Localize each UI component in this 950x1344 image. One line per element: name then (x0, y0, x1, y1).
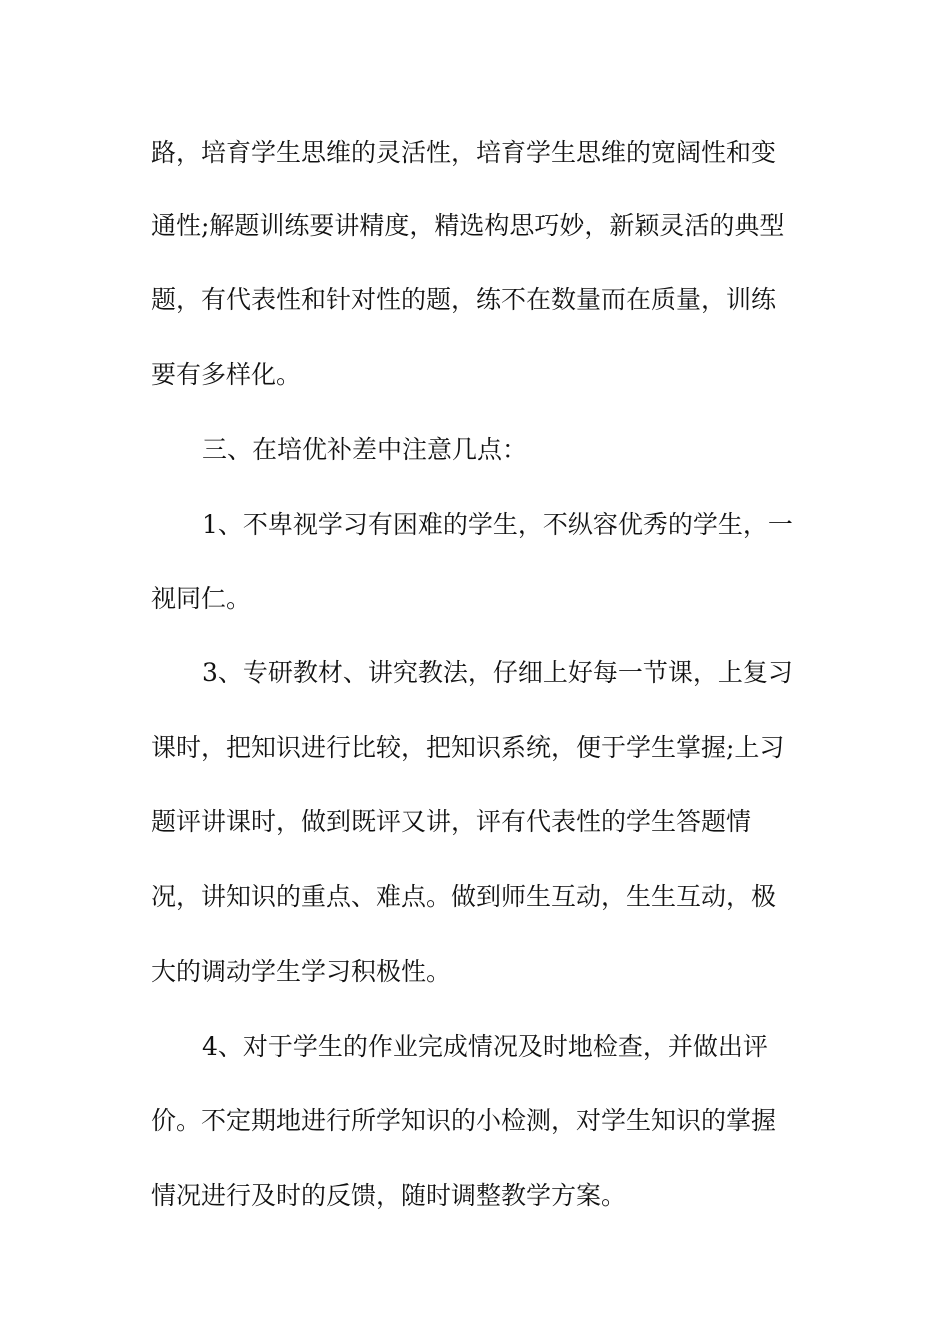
text-line: 题，有代表性和针对性的题，练不在数量而在质量，训练 (151, 285, 777, 314)
text-line: 课时，把知识进行比较，把知识系统，便于学生掌握;上习 (151, 733, 785, 762)
text-line: 大的调动学生学习积极性。 (151, 957, 452, 986)
text-line: 路，培育学生思维的灵活性，培育学生思维的宽阔性和变 (151, 138, 777, 167)
text-line: 情况进行及时的反馈，随时调整教学方案。 (151, 1181, 627, 1210)
text-line: 3、专研教材、讲究教法，仔细上好每一节课，上复习 (202, 658, 793, 687)
text-line: 要有多样化。 (151, 360, 302, 389)
text-line: 通性;解题训练要讲精度，精选构思巧妙，新颖灵活的典型 (151, 211, 785, 240)
section-heading: 三、在培优补差中注意几点： (202, 435, 528, 464)
text-line: 1、不卑视学习有困难的学生，不纵容优秀的学生，一 (202, 510, 793, 539)
text-line: 4、对于学生的作业完成情况及时地检查，并做出评 (202, 1032, 768, 1061)
text-line: 视同仁。 (151, 584, 252, 613)
text-line: 况，讲知识的重点、难点。做到师生互动，生生互动，极 (151, 882, 777, 911)
text-line: 题评讲课时，做到既评又讲，评有代表性的学生答题情 (151, 807, 752, 836)
text-line: 价。不定期地进行所学知识的小检测，对学生知识的掌握 (151, 1106, 777, 1135)
